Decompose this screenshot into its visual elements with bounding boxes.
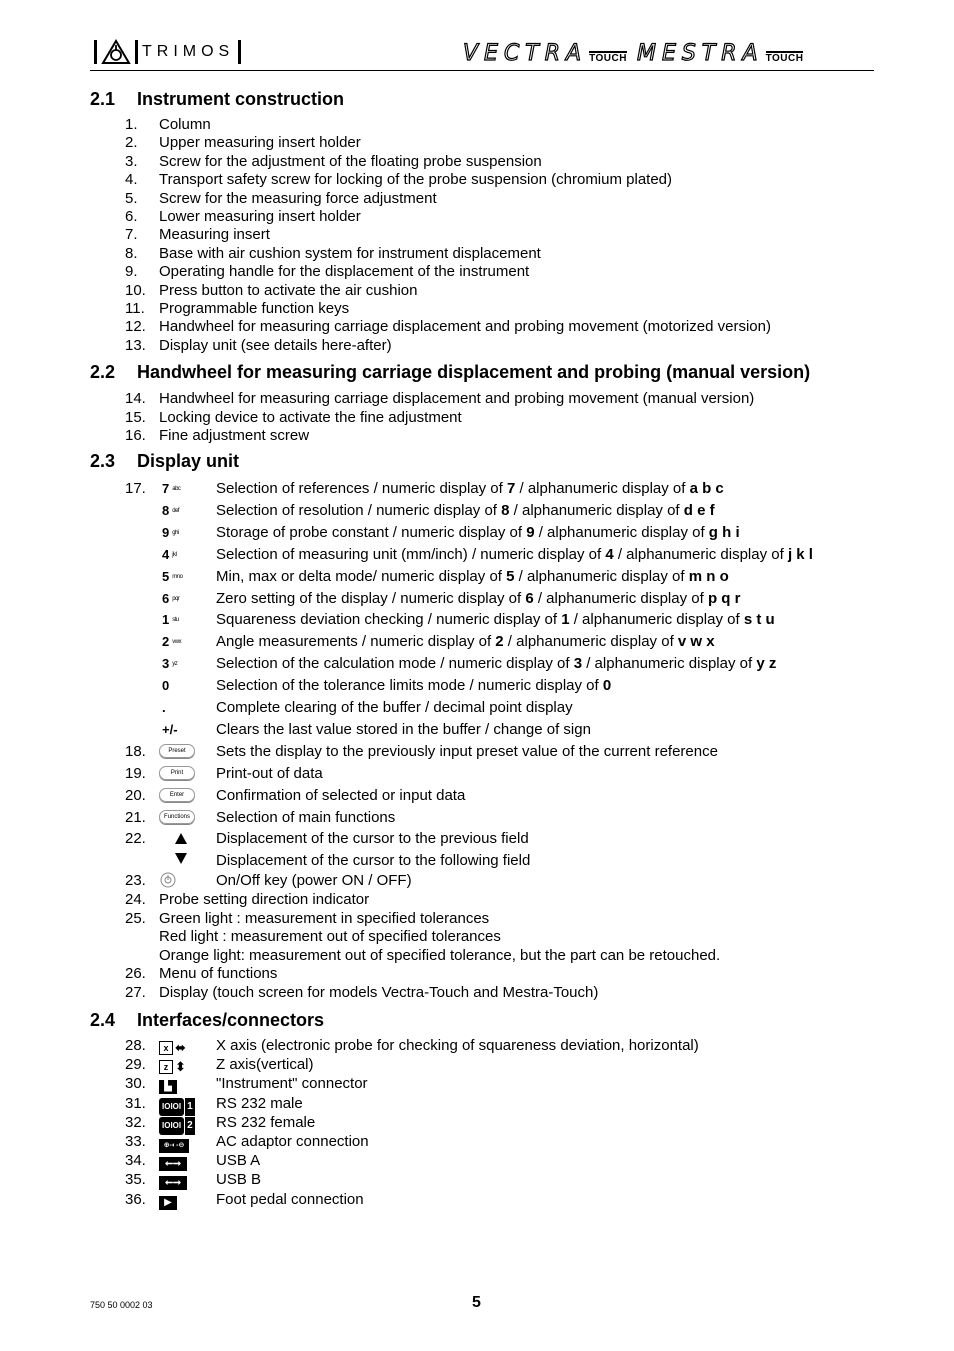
item-number: 4. bbox=[125, 171, 138, 189]
keypad-button-icon: Preset bbox=[159, 744, 195, 758]
section-heading-2-2: 2.2 Handwheel for measuring carriage displacement and probing (manual version) bbox=[90, 362, 811, 382]
item-text: Complete clearing of the buffer / decimal point display bbox=[216, 699, 573, 716]
item-text: Selection of resolution / numeric display of 8 / alphanumeric display of d e f bbox=[216, 501, 715, 519]
item-text: Clears the last value stored in the buffer / change of sign bbox=[216, 720, 591, 738]
document-code: 750 50 0002 03 bbox=[90, 1300, 153, 1310]
item-text: USB B bbox=[216, 1171, 262, 1189]
item-text: Screw for the measuring force adjustment bbox=[159, 189, 437, 207]
item-number: 8. bbox=[125, 244, 138, 262]
keypad-key-icon: 6 pqr bbox=[162, 590, 180, 606]
keypad-key-icon: 4 jkl bbox=[162, 546, 177, 562]
item-number: 24. bbox=[125, 891, 146, 909]
item-number: 35. bbox=[125, 1171, 146, 1189]
item-text: Operating handle for the displacement of the instrument bbox=[159, 263, 530, 281]
keypad-key-icon: . bbox=[162, 700, 166, 715]
item-text: Press button to activate the air cushion bbox=[159, 281, 418, 299]
item-text: Zero setting of the display / numeric display of 6 / alphanumeric display of p q r bbox=[216, 589, 741, 607]
item-number: 36. bbox=[125, 1190, 146, 1208]
keypad-key-icon: 1 stu bbox=[162, 612, 179, 628]
item-number: 3. bbox=[125, 152, 138, 170]
item-text: Screw for the adjustment of the floating probe suspension bbox=[159, 152, 542, 170]
item-text: Displacement of the cursor to the following field bbox=[216, 852, 531, 870]
item-number: 25. bbox=[125, 909, 146, 927]
arrow-down-icon bbox=[175, 853, 187, 864]
item-text: X axis (electronic probe for checking of squareness deviation, horizontal) bbox=[216, 1037, 699, 1054]
keypad-key-icon: +/- bbox=[162, 721, 178, 737]
item-text: Selection of references / numeric display of 7 / alphanumeric display of a b c bbox=[216, 480, 724, 497]
keypad-button-icon: Functions bbox=[159, 810, 195, 824]
item-number: 1. bbox=[125, 116, 138, 133]
trimos-emblem-icon bbox=[101, 39, 131, 65]
instrument-connector-icon: ▙ bbox=[159, 1076, 177, 1094]
item-number: 31. bbox=[125, 1094, 146, 1112]
item-text: Lower measuring insert holder bbox=[159, 208, 361, 225]
item-text: On/Off key (power ON / OFF) bbox=[216, 872, 412, 890]
item-number: 34. bbox=[125, 1152, 146, 1170]
foot-pedal-icon: ▶ bbox=[159, 1192, 177, 1210]
item-number: 29. bbox=[125, 1056, 146, 1074]
header-divider bbox=[90, 70, 874, 71]
section-heading-2-1: 2.1 Instrument construction bbox=[90, 89, 345, 109]
item-text: Sets the display to the previously input preset value of the current reference bbox=[216, 742, 718, 760]
item-number: 9. bbox=[125, 263, 138, 281]
item-text: Green light : measurement in specified tolerances bbox=[159, 909, 490, 927]
page-number: 5 bbox=[472, 1294, 481, 1311]
item-text: Handwheel for measuring carriage displacement and probing movement (manual version) bbox=[159, 390, 755, 407]
item-number: 26. bbox=[125, 965, 146, 983]
item-text: Print-out of data bbox=[216, 764, 323, 782]
item-number: 7. bbox=[125, 226, 138, 244]
item-text: Selection of the tolerance limits mode / numeric display of 0 bbox=[216, 677, 612, 695]
keypad-key-icon: 0 bbox=[162, 678, 170, 694]
item-text: Confirmation of selected or input data bbox=[216, 786, 466, 804]
item-number: 10. bbox=[125, 281, 146, 299]
product-logos bbox=[463, 41, 804, 66]
item-number: 12. bbox=[125, 318, 146, 336]
item-number: 23. bbox=[125, 872, 146, 890]
item-number: 6. bbox=[125, 208, 138, 225]
item-text: Display unit (see details here-after) bbox=[159, 336, 392, 354]
logo-bar bbox=[238, 40, 241, 64]
item-number: 18. bbox=[125, 742, 146, 760]
power-icon bbox=[159, 872, 177, 888]
logo-bar bbox=[135, 40, 138, 64]
keypad-button-icon: Print bbox=[159, 766, 195, 780]
item-text: Upper measuring insert holder bbox=[159, 134, 361, 152]
item-text: Base with air cushion system for instrument displacement bbox=[159, 244, 541, 262]
item-text: Selection of main functions bbox=[216, 808, 396, 826]
arrow-up-icon bbox=[175, 833, 187, 844]
section-heading-2-4: 2.4 Interfaces/connectors bbox=[90, 1010, 325, 1030]
item-text: Selection of measuring unit (mm/inch) / numeric display of 4 / alphanumeric display of j k l bbox=[216, 545, 813, 563]
item-text: Programmable function keys bbox=[159, 300, 350, 317]
item-text: Displacement of the cursor to the previous field bbox=[216, 830, 529, 848]
z-axis-icon: z ⬍ bbox=[159, 1057, 186, 1075]
x-axis-icon: x ⬌ bbox=[159, 1038, 186, 1056]
item-number: 19. bbox=[125, 764, 146, 782]
keypad-key-icon: 3 yz bbox=[162, 656, 178, 672]
item-text: Fine adjustment screw bbox=[159, 427, 310, 445]
item-number: 33. bbox=[125, 1133, 146, 1150]
item-number: 14. bbox=[125, 390, 146, 407]
item-text: "Instrument" connector bbox=[216, 1075, 368, 1093]
item-text: Squareness deviation checking / numeric display of 1 / alphanumeric display of s t u bbox=[216, 611, 775, 629]
item-number: 5. bbox=[125, 189, 138, 207]
keypad-key-icon: 9 ghi bbox=[162, 524, 179, 540]
product-logo-vectra: VECTRA TOUCH bbox=[463, 41, 627, 66]
rs232-female-icon: IOIOI 2 bbox=[159, 1115, 195, 1133]
item-text: Orange light: measurement out of specified tolerance, but the part can be retouched. bbox=[159, 946, 721, 964]
item-text: Foot pedal connection bbox=[216, 1190, 364, 1208]
item-text: Min, max or delta mode/ numeric display of 5 / alphanumeric display of m n o bbox=[216, 567, 729, 585]
item-text: Transport safety screw for locking of the probe suspension (chromium plated) bbox=[159, 171, 673, 189]
item-text: Handwheel for measuring carriage displacement and probing movement (motorized version) bbox=[159, 318, 771, 336]
trimos-logo bbox=[94, 38, 241, 66]
item-number: 2. bbox=[125, 134, 138, 152]
item-number: 22. bbox=[125, 830, 146, 848]
item-number: 21. bbox=[125, 808, 146, 826]
keypad-key-icon: 2 vwx bbox=[162, 634, 182, 650]
keypad-key-icon: 7 abc bbox=[162, 481, 181, 496]
item-text: Column bbox=[159, 116, 211, 133]
item-text: RS 232 male bbox=[216, 1094, 303, 1112]
item-text: Angle measurements / numeric display of 2 / alphanumeric display of v w x bbox=[216, 633, 715, 651]
item-text: Z axis(vertical) bbox=[216, 1056, 314, 1074]
item-text: USB A bbox=[216, 1152, 261, 1170]
keypad-key-icon: 5 mno bbox=[162, 568, 183, 584]
item-text: RS 232 female bbox=[216, 1113, 316, 1131]
item-number: 15. bbox=[125, 408, 146, 426]
item-number: 27. bbox=[125, 983, 146, 1001]
item-text: Locking device to activate the fine adjustment bbox=[159, 408, 462, 426]
item-text: Selection of the calculation mode / numeric display of 3 / alphanumeric display of y z bbox=[216, 655, 777, 673]
logo-bar bbox=[94, 40, 97, 64]
item-number: 13. bbox=[125, 336, 146, 354]
keypad-button-icon: Enter bbox=[159, 788, 195, 802]
item-text: AC adaptor connection bbox=[216, 1133, 369, 1150]
item-number: 20. bbox=[125, 786, 146, 804]
item-text: Menu of functions bbox=[159, 965, 278, 983]
item-number: 28. bbox=[125, 1037, 146, 1054]
keypad-key-icon: 8 def bbox=[162, 502, 180, 518]
ac-adaptor-icon: ⊕-◐-⊖ bbox=[159, 1134, 189, 1153]
product-logo-mestra: MESTRA TOUCH bbox=[636, 41, 804, 66]
item-number: 30. bbox=[125, 1075, 146, 1093]
item-number: 17. bbox=[125, 480, 146, 497]
item-text: Display (touch screen for models Vectra-Touch and Mestra-Touch) bbox=[159, 983, 599, 1001]
item-number: 16. bbox=[125, 427, 146, 445]
section-heading-2-3: 2.3 Display unit bbox=[90, 451, 240, 471]
item-text: Storage of probe constant / numeric display of 9 / alphanumeric display of g h i bbox=[216, 523, 740, 541]
brand-name: TRIMOS bbox=[142, 43, 235, 60]
item-text: Measuring insert bbox=[159, 226, 270, 244]
item-text: Red light : measurement out of specified tolerances bbox=[159, 928, 501, 946]
usb-b-icon: ⭠⭢ bbox=[159, 1172, 187, 1190]
item-text: Probe setting direction indicator bbox=[159, 891, 370, 909]
item-number: 32. bbox=[125, 1113, 146, 1131]
usb-a-icon: ⭠⭢ bbox=[159, 1153, 187, 1171]
item-number: 11. bbox=[125, 300, 145, 317]
rs232-male-icon: IOIOI 1 bbox=[159, 1096, 195, 1114]
